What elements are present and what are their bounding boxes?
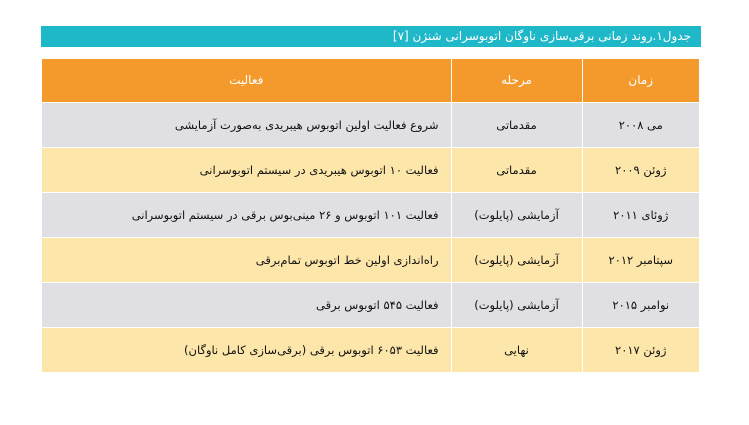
table-row: [42, 327, 699, 372]
cell-stage: نهایی: [451, 327, 582, 372]
table-row: [42, 282, 699, 327]
cell-activity: فعالیت ۵۴۵ اتوبوس برقی: [42, 282, 451, 327]
cell-activity: فعالیت ۱۰۱ اتوبوس و ۲۶ مینی‌بوس برقی در سیستم اتوبوسرانی: [42, 192, 451, 237]
cell-activity: فعالیت ۶۰۵۳ اتوبوس برقی (برقی‌سازی کامل ناوگان): [42, 327, 451, 372]
cell-stage: آزمایشی (پایلوت): [451, 282, 582, 327]
cell-activity: شروع فعالیت اولین اتوبوس هیبریدی به‌صورت آزمایشی: [42, 102, 451, 147]
table-row: [42, 192, 699, 237]
table-row: [42, 147, 699, 192]
electrification-timeline-table: [42, 59, 699, 372]
cell-activity: فعالیت ۱۰ اتوبوس هیبریدی در سیستم اتوبوسرانی: [42, 147, 451, 192]
header-activity: فعالیت: [42, 59, 451, 102]
cell-activity: راه‌اندازی اولین خط اتوبوس تمام‌برقی: [42, 237, 451, 282]
table-row: [42, 237, 699, 282]
cell-time: ژوئای ۲۰۱۱: [582, 192, 699, 237]
table-row: [42, 102, 699, 147]
cell-time: ژوئن ۲۰۱۷: [582, 327, 699, 372]
table-caption: جدول۱.روند زمانی برقی‌سازی ناوگان اتوبوسرانی شنژن [۷]: [41, 26, 701, 47]
header-time: زمان: [582, 59, 699, 102]
cell-stage: مقدماتی: [451, 102, 582, 147]
cell-time: می ۲۰۰۸: [582, 102, 699, 147]
cell-stage: آزمایشی (پایلوت): [451, 192, 582, 237]
header-stage: مرحله: [451, 59, 582, 102]
cell-stage: آزمایشی (پایلوت): [451, 237, 582, 282]
cell-time: نوامبر ۲۰۱۵: [582, 282, 699, 327]
cell-time: ژوئن ۲۰۰۹: [582, 147, 699, 192]
cell-time: سپتامبر ۲۰۱۲: [582, 237, 699, 282]
cell-stage: مقدماتی: [451, 147, 582, 192]
table-header-row: [42, 59, 699, 102]
